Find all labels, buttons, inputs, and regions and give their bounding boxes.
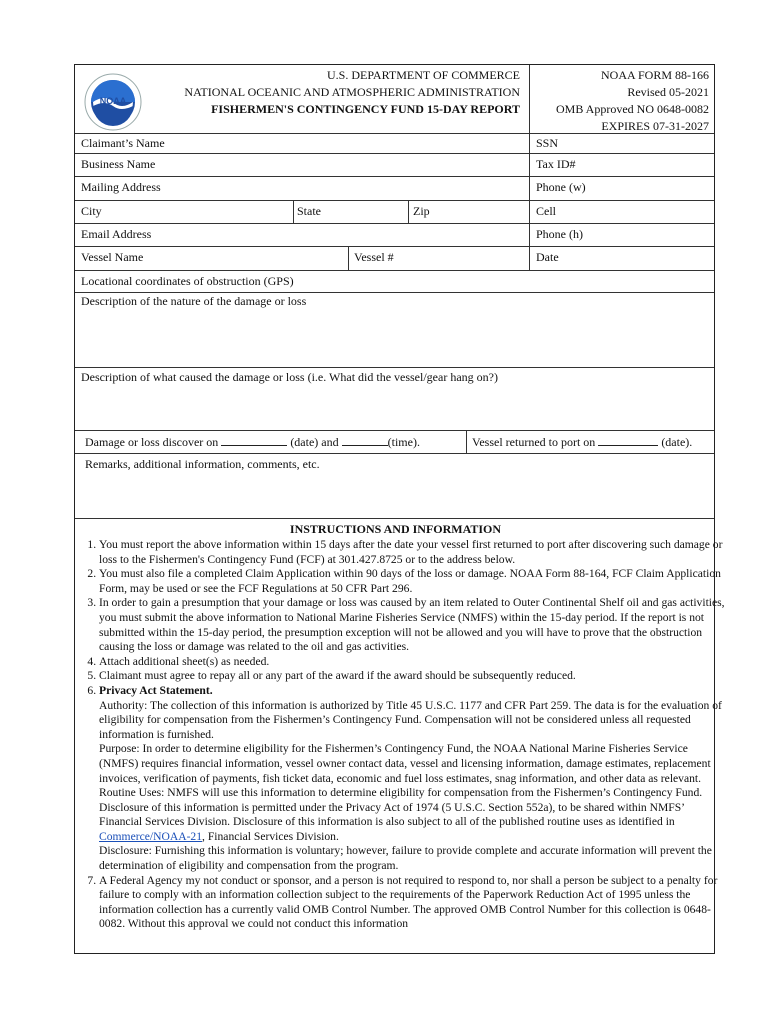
- damage-description-field[interactable]: Description of the nature of the damage or loss: [81, 294, 307, 308]
- vessel-returned-field[interactable]: Vessel returned to port on (date).: [472, 435, 693, 449]
- city-field[interactable]: City: [81, 204, 102, 218]
- agency-line-1: U.S. DEPARTMENT OF COMMERCE: [327, 68, 520, 82]
- phone-home-field[interactable]: Phone (h): [536, 227, 583, 241]
- zip-field[interactable]: Zip: [413, 204, 430, 218]
- instruction-item: 7. A Federal Agency my not conduct or sponsor, and a person is not required to respond to, nor shall a person be subject to a penalty for failure to comply with an information collection subject to the requirements of the Paperwork Reduction Act of 1995 unless the information collection has a currently valid OMB Control Number. The approved OMB Control Number for this collection is 0648-0082. Without this approval we could not conduct this information: [99, 874, 729, 932]
- remarks-field[interactable]: Remarks, additional information, comments, etc.: [85, 457, 320, 471]
- instruction-item: 2. You must also file a completed Claim Application within 90 days of the loss or damage. NOAA Form 88-164, FCF Claim Application Form, may be used or see the FCF Regulations at 50 CFR Part 296.: [99, 567, 729, 596]
- cause-description-field[interactable]: Description of what caused the damage or loss (i.e. What did the vessel/gear hang on?): [81, 370, 498, 384]
- vessel-number-field[interactable]: Vessel #: [354, 250, 394, 264]
- business-name-field[interactable]: Business Name: [81, 157, 156, 171]
- ssn-field[interactable]: SSN: [536, 136, 559, 150]
- noaa-logo: [83, 72, 143, 132]
- svg-text:NOAA: NOAA: [99, 96, 127, 106]
- mailing-address-field[interactable]: Mailing Address: [81, 180, 161, 194]
- tax-id-field[interactable]: Tax ID#: [536, 157, 576, 171]
- discovery-date-time-field[interactable]: Damage or loss discover on (date) and (time).: [85, 435, 420, 449]
- privacy-act-item: [99, 684, 729, 874]
- returned-date-blank[interactable]: [598, 434, 658, 446]
- date-field[interactable]: Date: [536, 250, 559, 264]
- instruction-item: 5. Claimant must agree to repay all or any part of the award if the award should be subsequently reduced.: [99, 669, 729, 684]
- phone-work-field[interactable]: Phone (w): [536, 180, 586, 194]
- claimant-name-field[interactable]: Claimant’s Name: [81, 136, 165, 150]
- omb-number: OMB Approved NO 0648-0082: [556, 102, 709, 116]
- form-title: FISHERMEN'S CONTINGENCY FUND 15-DAY REPORT: [211, 102, 520, 116]
- privacy-disclosure: Disclosure: Furnishing this information is voluntary; however, failure to provide complete and accurate information will prevent the determination of eligibility and compensation from the program.: [99, 844, 712, 873]
- privacy-routine-uses: Routine Uses: NMFS will use this information to determine eligibility for compensation from the Fishermen’s Contingency Fund. Disclosure of this information is permitted under the Privacy Act of 1974 (5 U.S.C. Section 552a), to be shared within NMFS’ Financial Services Division. Disclosure of this information is also subject to all of the published routine uses as identified in Commerce/NOAA-21, Financial Services Division.: [99, 786, 703, 843]
- revised-date: Revised 05-2021: [627, 85, 709, 99]
- state-field[interactable]: State: [297, 204, 321, 218]
- email-address-field[interactable]: Email Address: [81, 227, 152, 241]
- privacy-authority: Authority: The collection of this information is authorized by Title 45 U.S.C. 1177 and CFR Part 259. The data is for the evaluation of eligibility for compensation from the Fishermen’s Contingency Fund. Compensation will not be considered unless all requested information is furnished.: [99, 698, 722, 741]
- privacy-purpose: Purpose: In order to determine eligibility for the Fishermen’s Contingency Fund, the NOAA National Marine Fisheries Service (NMFS) requires financial information, vessel owner contact data, vessel and licensing information, damage estimates, replacement invoices, verification of payments, fish ticket data, economic and fuel loss estimates, snag information, and other data as relevant.: [99, 742, 711, 785]
- instructions-list: [79, 538, 729, 932]
- instruction-item: 1. You must report the above information within 15 days after the date your vessel first returned to port after discovering such damage or loss to the Fishermen's Contingency Fund (FCF) at 301.427.8725 or to the address below.: [99, 538, 729, 567]
- gps-coordinates-field[interactable]: Locational coordinates of obstruction (GPS): [81, 274, 294, 288]
- vessel-name-field[interactable]: Vessel Name: [81, 250, 144, 264]
- instruction-item: 4. Attach additional sheet(s) as needed.: [99, 655, 729, 670]
- agency-line-2: NATIONAL OCEANIC AND ATMOSPHERIC ADMINISTRATION: [184, 85, 520, 99]
- form-container: [74, 64, 725, 954]
- instructions-title: INSTRUCTIONS AND INFORMATION: [289, 522, 502, 536]
- privacy-act-title: 6. Privacy Act Statement.: [99, 683, 213, 697]
- form-number: NOAA FORM 88-166: [600, 68, 709, 82]
- cell-phone-field[interactable]: Cell: [536, 204, 556, 218]
- commerce-noaa-21-link[interactable]: Commerce/NOAA-21: [99, 829, 203, 843]
- expiration-date: EXPIRES 07-31-2027: [601, 119, 709, 133]
- discover-time-blank[interactable]: [342, 434, 388, 446]
- discover-date-blank[interactable]: [221, 434, 287, 446]
- instruction-item: 3. In order to gain a presumption that your damage or loss was caused by an item related to Outer Continental Shelf oil and gas activities, you must submit the above information to National Marine Fisheries Service (NMFS) within the 15-day period. If the report is not submitted within the 15-day period, the presumption exception will not be allowed and you will have to prove that the obstruction causing the loss or damage was related to the oil and gas activities.: [99, 596, 729, 654]
